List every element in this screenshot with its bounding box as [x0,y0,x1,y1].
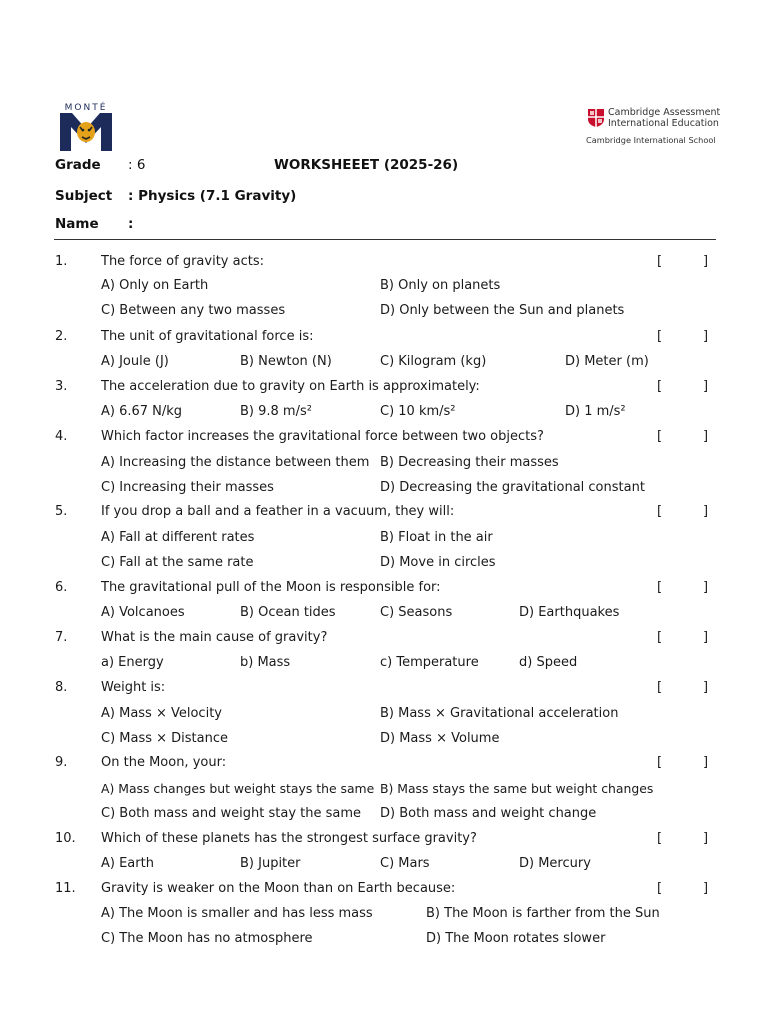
question-text: The unit of gravitational force is: [101,329,314,344]
question-text: On the Moon, your: [101,755,227,770]
question-number: 4. [55,429,68,444]
question-number: 11. [55,881,76,896]
option-b: B) Jupiter [240,856,301,871]
question-text: The acceleration due to gravity on Earth is approximately: [101,379,480,394]
answer-bracket-open[interactable]: [ [657,630,663,645]
option-b: B) Newton (N) [240,354,332,369]
school-brand-text: MONTÉ [64,103,108,113]
question-11 [0,881,768,901]
option-d: D) 1 m/s² [565,404,626,419]
option-a: A) 6.67 N/kg [101,404,183,419]
question-6 [0,580,768,600]
option-d: D) Mass × Volume [380,731,500,746]
question-1 [0,254,768,274]
question-text: Weight is: [101,680,166,695]
option-c: c) Temperature [380,655,479,670]
option-b: B) Mass × Gravitational acceleration [380,706,619,721]
answer-bracket-close[interactable]: ] [703,580,709,595]
answer-bracket-close[interactable]: ] [703,630,709,645]
answer-bracket-close[interactable]: ] [703,680,709,695]
option-d: D) Meter (m) [565,354,649,369]
answer-bracket-open[interactable]: [ [657,680,663,695]
option-a: A) Mass changes but weight stays the same [101,781,375,796]
option-b: B) Ocean tides [240,605,336,620]
answer-bracket-close[interactable]: ] [703,429,709,444]
answer-bracket-open[interactable]: [ [657,379,663,394]
answer-bracket-close[interactable]: ] [703,755,709,770]
answer-bracket-open[interactable]: [ [657,254,663,269]
question-4 [0,429,768,449]
answer-bracket-close[interactable]: ] [703,379,709,394]
option-a: A) Volcanoes [101,605,185,620]
option-d: D) Decreasing the gravitational constant [380,480,645,495]
option-c: C) Both mass and weight stay the same [101,806,362,821]
option-c: C) The Moon has no atmosphere [101,931,313,946]
answer-bracket-open[interactable]: [ [657,429,663,444]
option-b: B) Only on planets [380,278,501,293]
header-divider [54,239,716,240]
option-d: D) Both mass and weight change [380,806,597,821]
question-text: The gravitational pull of the Moon is responsible for: [101,580,441,595]
school-crest-icon [60,113,112,151]
name-label: Name [55,216,99,232]
question-8 [0,680,768,700]
option-b: B) 9.8 m/s² [240,404,312,419]
school-logo [60,103,112,151]
answer-bracket-open[interactable]: [ [657,329,663,344]
option-c: C) Fall at the same rate [101,555,254,570]
question-text: The force of gravity acts: [101,254,264,269]
option-a: A) Increasing the distance between them [101,455,370,470]
option-a: A) Earth [101,856,154,871]
grade-value: : 6 [128,157,146,173]
question-3 [0,379,768,399]
option-a: A) Only on Earth [101,278,209,293]
answer-bracket-close[interactable]: ] [703,504,709,519]
answer-bracket-close[interactable]: ] [703,329,709,344]
question-9 [0,755,768,775]
question-number: 8. [55,680,68,695]
option-d: D) Earthquakes [519,605,620,620]
option-c: C) Increasing their masses [101,480,274,495]
question-number: 2. [55,329,68,344]
page-title: WORKSHEEET (2025-26) [274,157,459,173]
cambridge-shield-icon [588,109,604,127]
question-text: If you drop a ball and a feather in a vacuum, they will: [101,504,455,519]
answer-bracket-open[interactable]: [ [657,580,663,595]
option-a: A) Joule (J) [101,354,169,369]
question-number: 7. [55,630,68,645]
option-b: B) The Moon is farther from the Sun [426,906,660,921]
cambridge-logo [586,107,726,147]
option-d: D) Mercury [519,856,591,871]
question-number: 9. [55,755,68,770]
question-text: What is the main cause of gravity? [101,630,328,645]
question-text: Gravity is weaker on the Moon than on Earth because: [101,881,456,896]
grade-label: Grade [55,157,101,173]
question-5 [0,504,768,524]
question-number: 10. [55,831,76,846]
question-10 [0,831,768,851]
option-d: D) Only between the Sun and planets [380,303,625,318]
option-c: C) Mars [380,856,430,871]
option-c: C) 10 km/s² [380,404,456,419]
answer-bracket-close[interactable]: ] [703,831,709,846]
option-c: C) Mass × Distance [101,731,229,746]
question-7 [0,630,768,650]
answer-bracket-open[interactable]: [ [657,755,663,770]
option-c: C) Seasons [380,605,453,620]
answer-bracket-close[interactable]: ] [703,881,709,896]
name-field[interactable]: : [128,216,134,232]
question-number: 1. [55,254,68,269]
question-number: 5. [55,504,68,519]
question-text: Which factor increases the gravitational force between two objects? [101,429,544,444]
question-number: 3. [55,379,68,394]
option-b: B) Decreasing their masses [380,455,559,470]
option-a: A) Fall at different rates [101,530,255,545]
option-a: A) The Moon is smaller and has less mass [101,906,373,921]
answer-bracket-open[interactable]: [ [657,881,663,896]
option-b: B) Float in the air [380,530,493,545]
cambridge-school-tag: Cambridge International School [586,135,716,145]
question-number: 6. [55,580,68,595]
cambridge-org-name: Cambridge Assessment International Education [608,107,721,129]
question-text: Which of these planets has the strongest surface gravity? [101,831,477,846]
option-d: d) Speed [519,655,578,670]
subject-label: Subject [55,188,113,204]
option-b: B) Mass stays the same but weight changes [380,781,654,796]
question-2 [0,329,768,349]
option-d: D) Move in circles [380,555,496,570]
option-a: a) Energy [101,655,164,670]
option-c: C) Between any two masses [101,303,286,318]
option-c: C) Kilogram (kg) [380,354,487,369]
option-b: b) Mass [240,655,291,670]
option-d: D) The Moon rotates slower [426,931,606,946]
option-a: A) Mass × Velocity [101,706,222,721]
answer-bracket-close[interactable]: ] [703,254,709,269]
answer-bracket-open[interactable]: [ [657,831,663,846]
subject-value: : Physics (7.1 Gravity) [128,188,297,204]
answer-bracket-open[interactable]: [ [657,504,663,519]
